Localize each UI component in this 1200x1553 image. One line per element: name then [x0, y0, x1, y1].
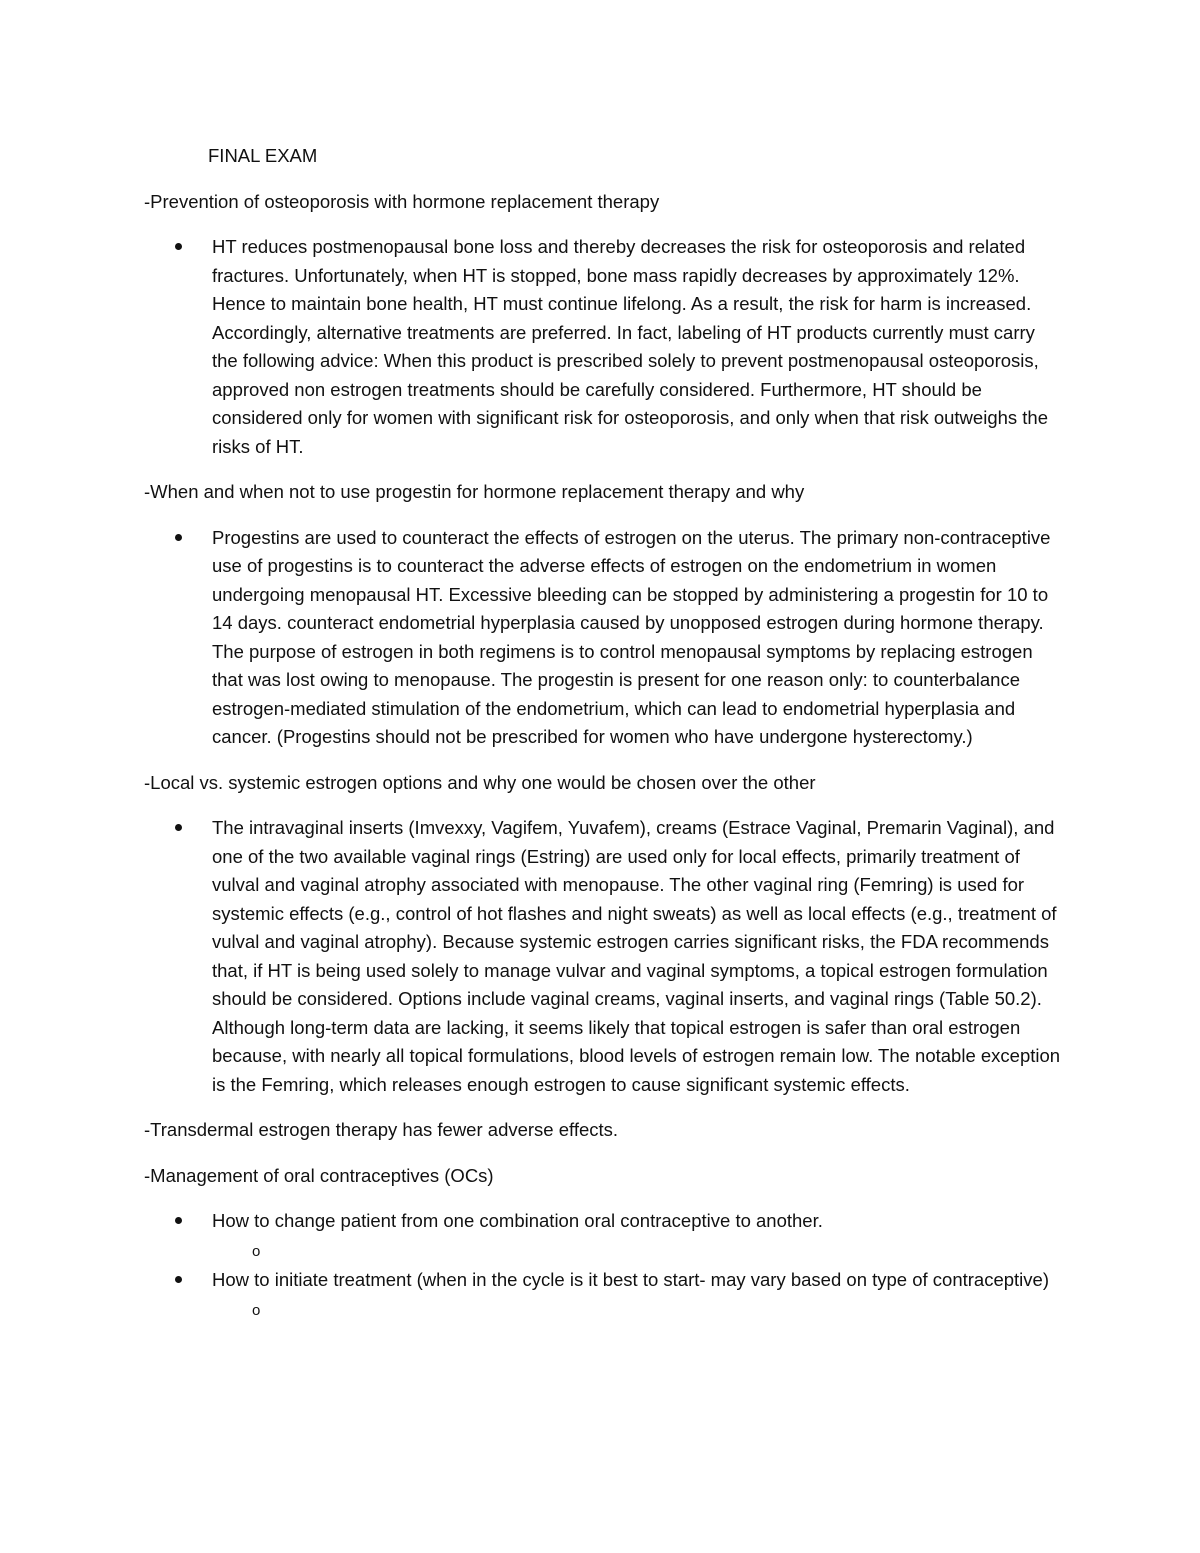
bullet-text: How to initiate treatment (when in the cycle is it best to start- may vary based on type of contraceptive) — [212, 1269, 1049, 1290]
bullet-icon — [175, 1217, 182, 1224]
document-body — [144, 142, 1064, 1342]
section-heading-oral-contraceptives: -Management of oral contraceptives (OCs) — [144, 1164, 494, 1186]
list-item — [144, 1266, 1064, 1325]
bullet-list-osteoporosis — [144, 233, 1064, 461]
list-item — [144, 524, 1064, 752]
section-heading-local-systemic: -Local vs. systemic estrogen options and why one would be chosen over the other — [144, 771, 816, 793]
list-item — [144, 1207, 1064, 1266]
bullet-text: The intravaginal inserts (Imvexxy, Vagifem, Yuvafem), creams (Estrace Vaginal, Premarin Vaginal), and one of the two available vaginal rings (Estring) are used only for local effects, primarily treatment of vulval and vaginal atrophy associated with menopause. The other vaginal ring (Femring) is used for systemic effects (e.g., control of hot flashes and night sweats) as well as local effects (e.g., treatment of vulval and vaginal atrophy). Because systemic estrogen carries significant risks, the FDA recommends that, if HT is being used solely to manage vulvar and vaginal symptoms, a topical estrogen formulation should be considered. Options include vaginal creams, vaginal inserts, and vaginal rings (Table 50.2). Although long-term data are lacking, it seems likely that topical estrogen is safer than oral estrogen because, with nearly all topical formulations, blood levels of estrogen remain low. The notable exception is the Femring, which releases enough estrogen to cause significant systemic effects. — [212, 817, 1061, 1095]
sub-bullet-marker — [144, 1295, 1064, 1326]
bullet-icon — [175, 243, 182, 250]
list-item — [144, 233, 1064, 461]
bullet-list-local-systemic — [144, 814, 1064, 1099]
list-item — [144, 814, 1064, 1099]
sub-bullet-marker-glyph: o — [252, 1301, 261, 1319]
bullet-text: Progestins are used to counteract the effects of estrogen on the uterus. The primary non-contraceptive use of progestins is to counteract the adverse effects of estrogen on the endometrium in women undergoing menopausal HT. Excessive bleeding can be stopped by administering a progestin for 10 to 14 days. counteract endometrial hyperplasia caused by unopposed estrogen during hormone therapy. The purpose of estrogen in both regimens is to control menopausal symptoms by replacing estrogen that was lost owing to menopause. The progestin is present for one reason only: to counterbalance estrogen-mediated stimulation of the endometrium, which can lead to endometrial hyperplasia and cancer. (Progestins should not be prescribed for women who have undergone hysterectomy.) — [212, 526, 1051, 747]
bullet-icon — [175, 1276, 182, 1283]
sub-bullet-marker — [144, 1236, 1064, 1267]
bullet-icon — [175, 534, 182, 541]
bullet-text: How to change patient from one combination oral contraceptive to another. — [212, 1210, 823, 1231]
section-heading-osteoporosis: -Prevention of osteoporosis with hormone replacement therapy — [144, 190, 660, 212]
section-heading-progestin: -When and when not to use progestin for hormone replacement therapy and why — [144, 481, 805, 502]
section-heading-transdermal: -Transdermal estrogen therapy has fewer adverse effects. — [144, 1119, 619, 1140]
bullet-list-oral-contraceptives — [144, 1207, 1064, 1325]
document-title: FINAL EXAM — [208, 145, 318, 166]
bullet-list-progestin — [144, 524, 1064, 752]
bullet-icon — [175, 824, 182, 831]
sub-bullet-marker-glyph: o — [252, 1242, 261, 1260]
bullet-text: HT reduces postmenopausal bone loss and thereby decreases the risk for osteoporosis and related fractures. Unfortunately, when HT is stopped, bone mass rapidly decreases by approximately 12%. Hence to maintain bone health, HT must continue lifelong. As a result, the risk for harm is increased. Accordingly, alternative treatments are preferred. In fact, labeling of HT products currently must carry the following advice: When this product is prescribed solely to prevent postmenopausal osteoporosis, approved non estrogen treatments should be carefully considered. Furthermore, HT should be considered only for women with significant risk for osteoporosis, and only when that risk outweighs the risks of HT. — [212, 236, 1049, 457]
